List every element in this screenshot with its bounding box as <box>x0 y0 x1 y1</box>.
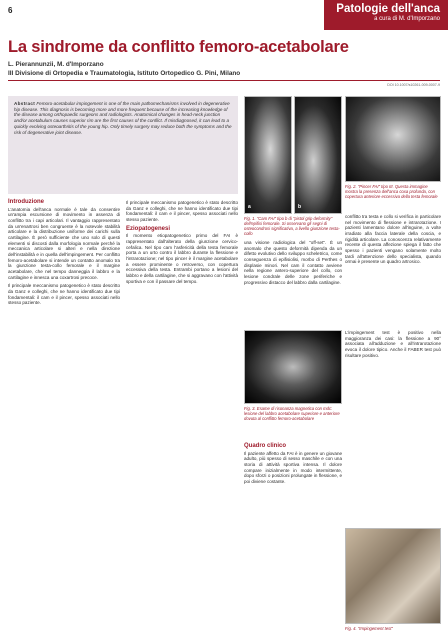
column-4-text: conflitto tra testa e collo si verifica in particolare nel movimento di flessione e intrarotazione. I pazienti lamentano dolore all'inguine, a volte irradiato alla faccia laterale della coscia, e rigidità articolare. La conoscenza relativamente recente di questa affezione spiega il fatto che spesso i pazienti vengano solamente molto tardi all'attenzione dello specialista, quando ormai è presente un quadro artrosico. <box>345 214 441 265</box>
author-names: L. Pierannunzii, M. d'Imporzano <box>8 61 104 68</box>
article-authors <box>8 60 348 78</box>
column-4 <box>345 214 441 265</box>
doi: DOI 10.1007/s10261-009-0007-9 <box>387 83 440 87</box>
column-3-text: una visione radiologica del "off-set". È un anomalo che questo deformità dipenda da un difetto evolutivo dello sviluppo scheletrico, come conseguenza di epifisiolisi, morbo di Perthes o displasie minori. Nel cam il contatto avviene nella regione antero-superiore del collo, con lesione condrale delle zone periferiche e progressivo distacco del labbro dalla cartilagine. <box>244 240 342 285</box>
title-divider <box>8 80 440 81</box>
column-2 <box>126 200 238 284</box>
section-title: Patologie dell'anca <box>336 3 440 15</box>
abstract-label: Abstract <box>14 101 36 106</box>
etiology-heading: Eziopatogenesi <box>126 225 171 232</box>
figure-1-caption: Fig. 1. "Cam FAI" tipo b di "pistol grip deformity" dell'epifisi femorale. Si osservano gli segni di osteocondrosi significativa, a livello giunzione testa-collo <box>244 216 340 237</box>
column-4-bottom <box>345 330 441 358</box>
column-4-bottom-text: L'impingement test è positivo nella maggioranza dei casi: la flessione a 90° associata all'adduzione e all'intrarotazione evoca il dolore tipico. Anche il FABER test può risultare positivo. <box>345 330 441 358</box>
figure-3-mri <box>244 330 342 404</box>
abstract-box <box>8 96 238 194</box>
section-subtitle: a cura di M. d'Imporzano <box>374 16 440 22</box>
clinical-heading: Quadro clinico <box>244 443 287 449</box>
figure-1a-label: a <box>248 204 251 210</box>
intro-heading: Introduzione <box>8 199 44 205</box>
figure-1b-xray <box>294 96 342 214</box>
intro-continued: Il principale meccanismo patogenetico è stato descritto da Ganz e colleghi, che ne hanno identificato due tipi fondamentali: il cam e il pincer, spesso associati nello stesso paziente. <box>126 200 238 222</box>
intro-text-2: Il principale meccanismo patogenetico è stato descritto da Ganz e colleghi, che ne hanno identificato due tipi fondamentali: il cam e il pincer, spesso associati nello stesso paziente. <box>8 283 120 306</box>
etiology-text: Il momento etiopatogenetico primo del FAI è rappresentato dall'alterato della giunzione cervico-cefalica. Nel tipo cam l'asfericità della testa femorale porta a un urto contro il labbro durante la flessione e l'intrarotazione; nel tipo pincer è il margine acetabolare a essere prominente o retroverso, con copertura eccessiva della testa. Entrambi portano a lesioni del labbro e della cartilagine, che si aggravano con l'attività sportiva e con il passare del tempo. <box>126 233 238 284</box>
article-title: La sindrome da conflitto femoro-acetabolare <box>8 38 349 56</box>
figure-1b-label: b <box>298 204 302 210</box>
abstract-text: Femoro-acetabular impingement is one of the main pathomechanisms involved in degenerative hip disease. This diagnosis is becoming more and more frequent because of the increasing knowledge of the disease among orthopaedic surgeons and radiologists. Anatomical changes in head-neck junction and/or acetabulum causes superior rim are the first causes of the conflict. If misdiagnosed, it can lead to a quickly evolving osteoarthritis of the young hip. Only timely surgery may reduce both the symptoms and the risk of degenerative joint disease. <box>14 101 232 135</box>
figure-2-xray <box>345 96 441 182</box>
page-number: 6 <box>8 6 13 15</box>
figure-3-caption: Fig. 3. Esame di risonanza magnetica con mdc: lesione del labbro acetabolare superiore e anteriore dovuta al conflitto femoro-acetabolare <box>244 406 340 422</box>
author-affiliation: III Divisione di Ortopedia e Traumatologia, Istituto Ortopedico G. Pini, Milano <box>8 70 241 77</box>
intro-text: L'anatomia dell'anca normale è tale da consentire un'ampia escursione di movimento in assenza di conflitto tra i capi articolari. Il vantaggio rappresentato da un'enartrosi ben congruente è la notevole stabilità articolare e la distribuzione uniforme dei carichi sulla cartilagine. È però sufficiente che uno solo di questi elementi si discosti dalla morfologia normale perché la meccanica articolare si alteri e nella direzione dell'instabilità e in quella dell'impingement. Per conflitto femoro-acetabolare si intende un contatto anomalo tra la giunzione testa-collo femorale e il margine acetabolare, che nel tempo danneggia il labbro e la cartilagine e innesca una coxartrosi precoce. <box>8 206 120 280</box>
figure-4-caption: Fig. 4. "Impingement test" <box>345 626 393 631</box>
figure-2-caption: Fig. 2. "Pincer FAI" tipo III. Questa immagine mostra la presenza dell'anca coxa profunda, con copertura anteriore eccessiva della testa femorale <box>345 184 438 200</box>
section-tab <box>324 0 448 30</box>
figure-1a-xray <box>244 96 292 214</box>
column-3 <box>244 240 342 285</box>
figure-4-photo <box>345 528 441 624</box>
column-3-bottom <box>244 444 342 485</box>
column-1 <box>8 200 120 306</box>
clinical-text: Il paziente affetto da FAI è in genere un giovane adulto, più spesso di sesso maschile e con una storia di attività sportiva intensa. Il dolore compare inizialmente in modo intermittente, dopo sforzi o posizioni prolungate in flessione, e poi diviene costante. <box>244 450 342 484</box>
